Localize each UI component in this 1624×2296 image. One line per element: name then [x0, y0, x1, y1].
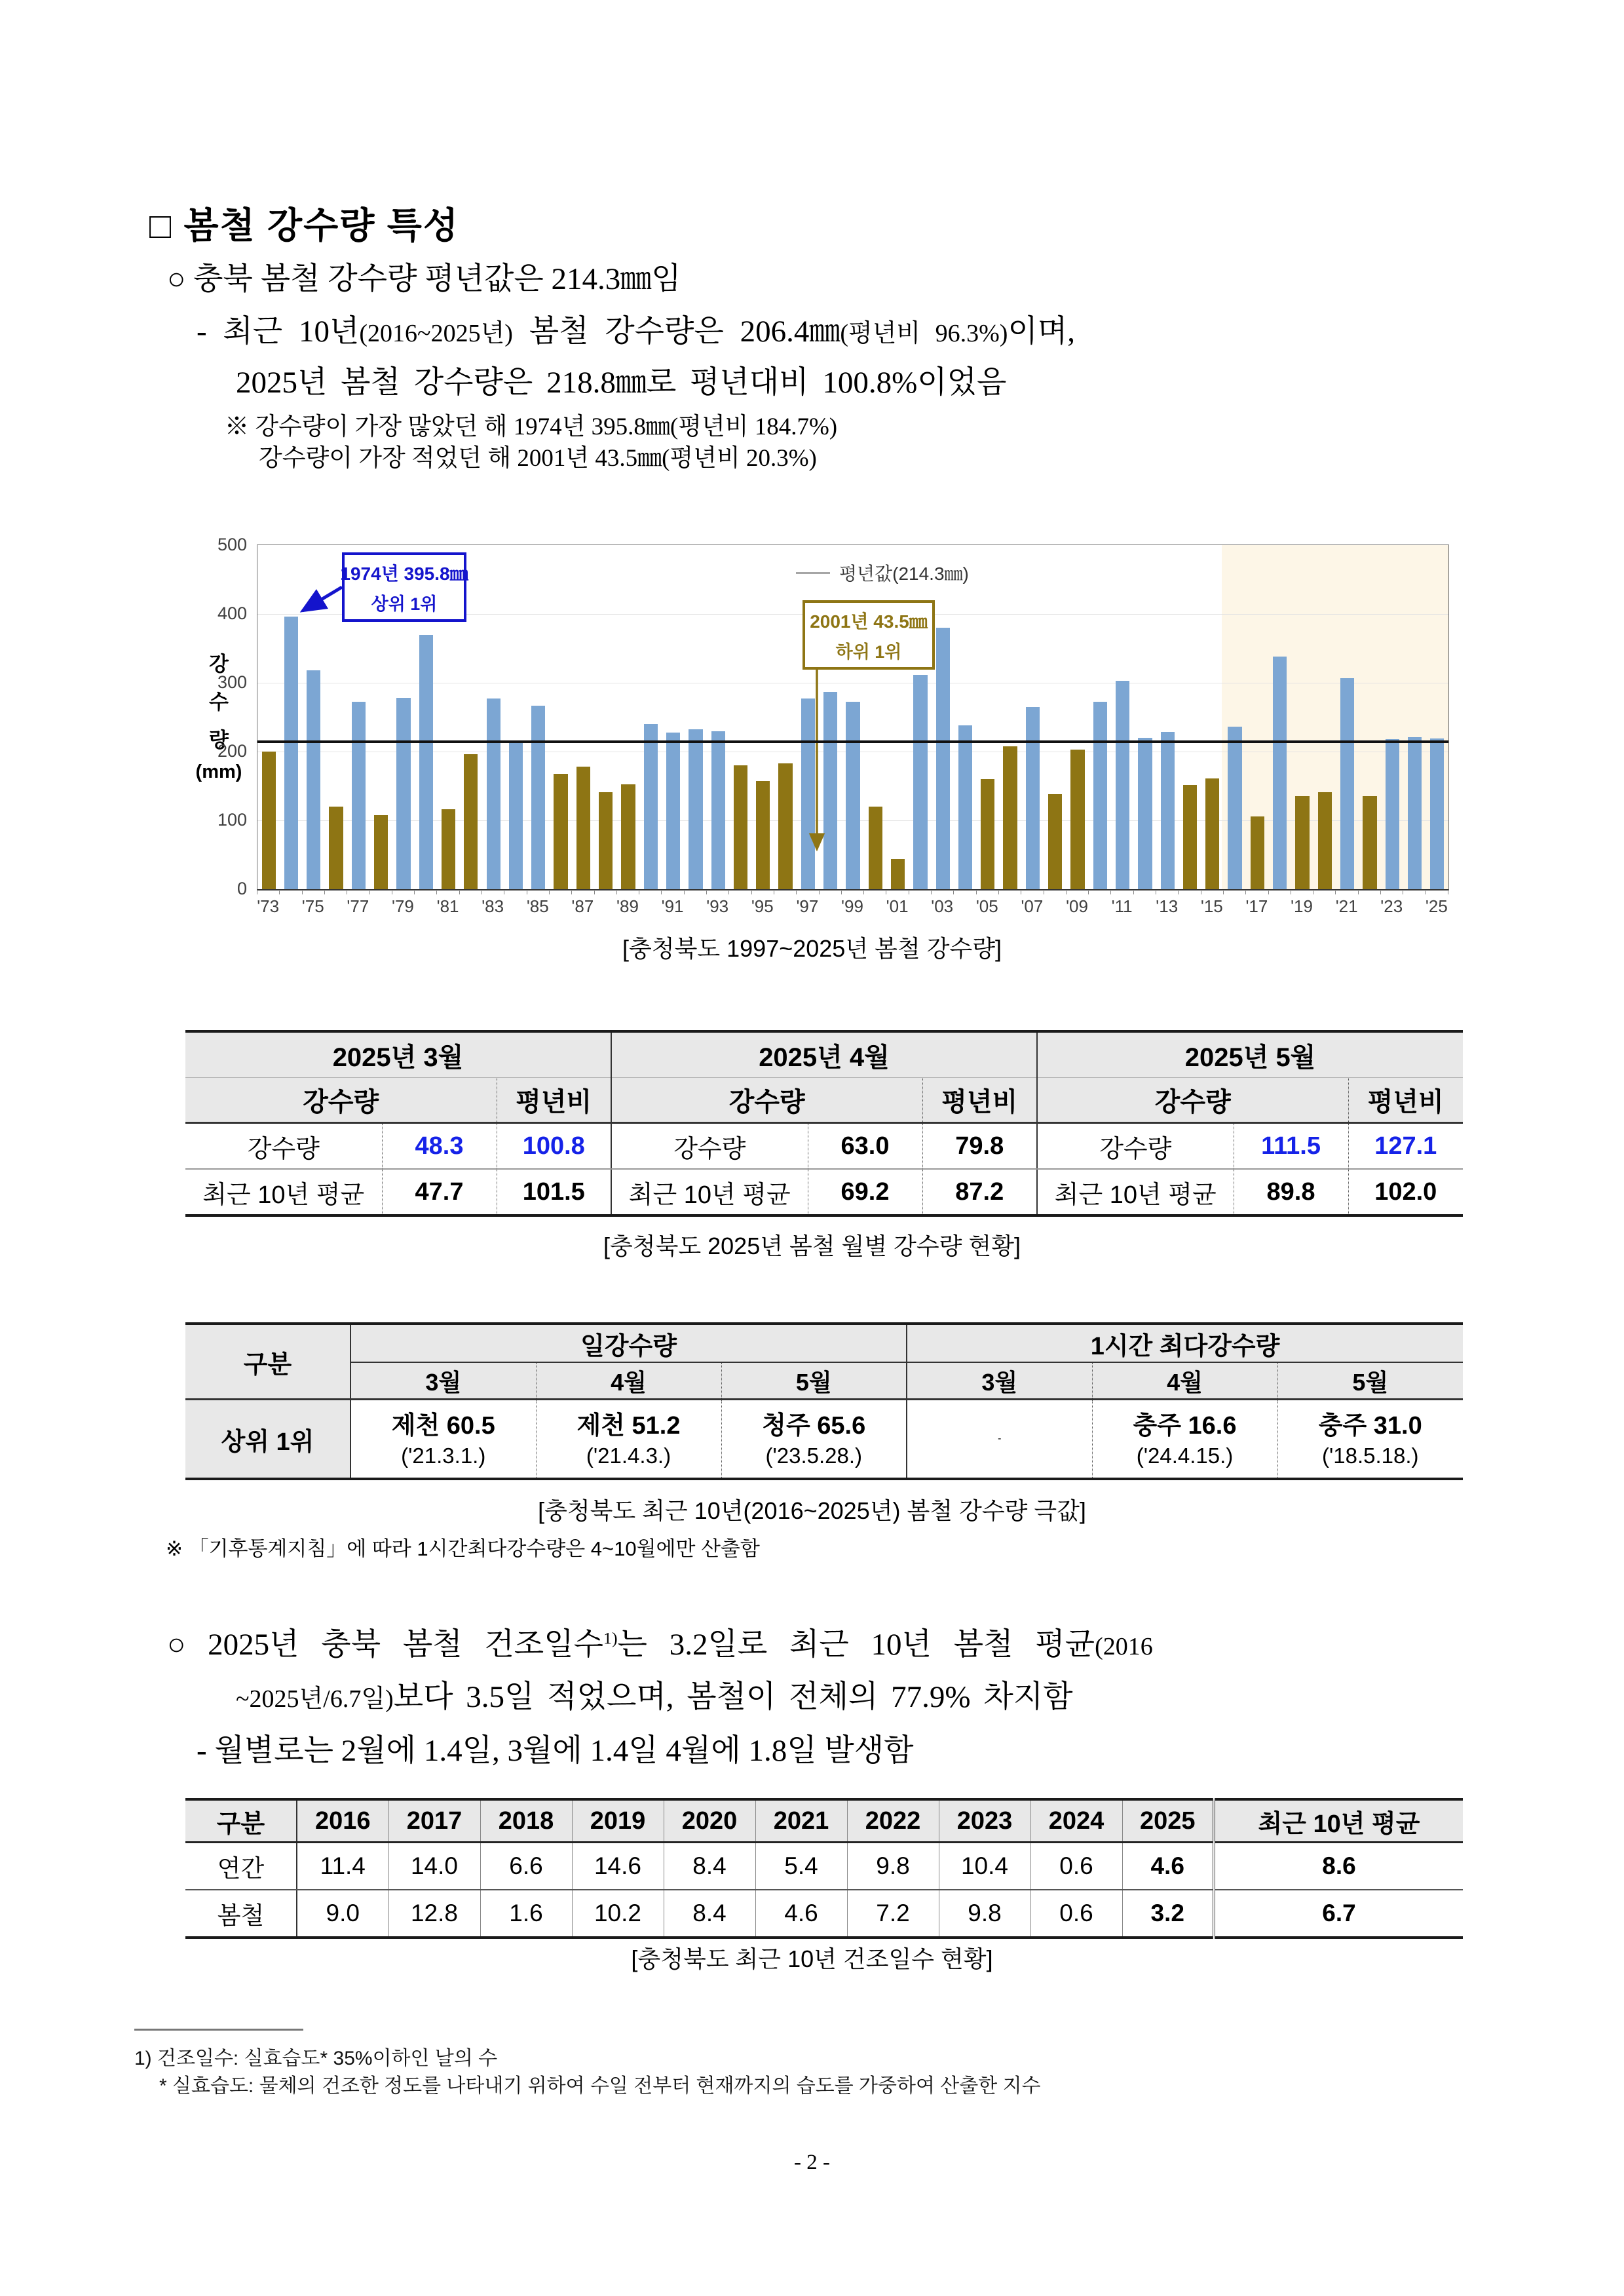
extreme-cell — [1092, 1400, 1277, 1480]
bar-1973 — [262, 752, 276, 889]
bar-2006 — [1003, 746, 1017, 889]
bar-2025 — [1430, 738, 1444, 889]
row-label: 봄철 — [185, 1890, 297, 1938]
value-cell: 10.2 — [572, 1890, 664, 1938]
row-label: 강수량 — [1037, 1123, 1234, 1170]
text-segment-small: ~2025년/6.7일) — [236, 1685, 394, 1713]
x-tickmark — [1380, 890, 1381, 894]
note-min-year: 강수량이 가장 적었던 해 2001년 43.5㎜(평년비 20.3%) — [259, 445, 817, 472]
x-tick-1973: '73 — [257, 896, 280, 916]
x-tick-1987: '87 — [571, 896, 594, 916]
footnote-ref: 1) — [603, 1628, 618, 1648]
x-tickmark — [459, 890, 460, 894]
bar-1976 — [329, 807, 343, 889]
bar-1990 — [644, 724, 658, 889]
bar-2014 — [1183, 785, 1197, 889]
bar-2020 — [1318, 792, 1332, 889]
x-tick-1999: '99 — [841, 896, 863, 916]
bar-1997 — [801, 698, 815, 889]
max-annotation-box — [342, 552, 466, 622]
bullet-recent10-line2: 2025년 봄철 강수량은 218.8㎜로 평년대비 100.8%이었음 — [236, 366, 1007, 400]
extreme-date: ('21.4.3.) — [586, 1443, 671, 1468]
y-tick-400: 400 — [217, 603, 247, 623]
footnote-1: 1) 건조일수: 실효습도* 35%이하인 날의 수 — [134, 2048, 498, 2069]
x-tickmark — [1268, 890, 1269, 894]
bar-2012 — [1138, 738, 1152, 889]
chart-legend — [796, 560, 969, 586]
bar-1983 — [487, 698, 500, 889]
min-annotation-box — [803, 600, 935, 670]
table-row — [185, 1169, 1463, 1215]
table-row — [185, 1031, 1463, 1078]
text-segment: 봄철 강수량은 206.4㎜ — [512, 315, 840, 349]
dry-table-caption: [충청북도 최근 10년 건조일수 현황] — [631, 1945, 993, 1972]
extreme-table-caption: [충청북도 최근 10년(2016~2025년) 봄철 강수량 극값] — [538, 1497, 1086, 1524]
value-cell: 9.8 — [939, 1890, 1030, 1938]
month-header-may: 2025년 5월 — [1037, 1031, 1463, 1078]
x-tickmark — [841, 890, 842, 894]
value-cell: 10.4 — [939, 1843, 1030, 1890]
text-segment: 이며, — [1008, 315, 1076, 349]
bar-2011 — [1116, 681, 1129, 889]
x-tickmark — [998, 890, 999, 894]
text-segment: - 최근 10년 — [197, 315, 360, 349]
group-header-hourly: 1시간 최다강수량 — [907, 1324, 1463, 1362]
bar-1984 — [509, 741, 523, 889]
x-tickmark — [1066, 890, 1067, 894]
bar-2008 — [1048, 794, 1062, 889]
value-cell: 87.2 — [922, 1169, 1037, 1215]
dry-days-table — [185, 1798, 1463, 1939]
text-segment: ○ 2025년 충북 봄철 건조일수 — [167, 1628, 604, 1662]
x-tickmark — [863, 890, 864, 894]
bar-2001 — [891, 859, 905, 889]
value-cell: 8.4 — [664, 1843, 755, 1890]
x-tickmark — [549, 890, 550, 894]
chart-caption: [충청북도 1997~2025년 봄철 강수량] — [622, 935, 1002, 962]
bar-2007 — [1026, 707, 1040, 889]
x-tickmark — [279, 890, 280, 894]
x-tick-1983: '83 — [482, 896, 504, 916]
x-tickmark — [302, 890, 303, 894]
value-cell: 4.6 — [755, 1890, 847, 1938]
bar-2024 — [1408, 737, 1422, 889]
page-number: - 2 - — [794, 2151, 830, 2174]
bar-1998 — [823, 692, 837, 889]
x-tickmark — [684, 890, 685, 894]
row-label: 강수량 — [611, 1123, 808, 1170]
bar-1981 — [442, 809, 455, 889]
x-tickmark — [1358, 890, 1359, 894]
x-tickmark — [616, 890, 617, 894]
note-max-year: ※ 강수량이 가장 많았던 해 1974년 395.8㎜(평년비 184.7%) — [225, 413, 838, 440]
value-cell: 89.8 — [1234, 1169, 1348, 1215]
row-label: 최근 10년 평균 — [628, 1181, 791, 1209]
bar-1975 — [307, 670, 320, 889]
x-tick-1995: '95 — [751, 896, 774, 916]
bar-1986 — [554, 774, 567, 889]
group-header-daily: 일강수량 — [350, 1324, 907, 1362]
value-cell: 48.3 — [382, 1123, 497, 1170]
month-subheader: 3월 — [350, 1362, 536, 1400]
bar-2022 — [1363, 796, 1376, 889]
avg-header: 최근 10년 평균 — [1214, 1799, 1463, 1843]
table-row — [185, 1890, 1463, 1938]
value-cell: 9.0 — [297, 1890, 388, 1938]
value-cell: 0.6 — [1030, 1843, 1122, 1890]
bar-1996 — [778, 763, 792, 889]
value-cell: 111.5 — [1234, 1123, 1348, 1170]
x-tick-2013: '13 — [1156, 896, 1179, 916]
bar-2017 — [1251, 816, 1264, 889]
table-row — [185, 1078, 1463, 1123]
y-axis-title-char: 수 — [209, 691, 229, 714]
bar-2019 — [1295, 796, 1309, 889]
x-tickmark — [414, 890, 415, 894]
row-label: 연간 — [185, 1843, 297, 1890]
col-header-precip: 강수량 — [611, 1078, 922, 1123]
x-tick-2019: '19 — [1291, 896, 1313, 916]
y-tick-200: 200 — [217, 741, 247, 761]
bullet-dry-days-line2 — [236, 1672, 1073, 1716]
y-axis-title-unit: (mm) — [195, 761, 242, 782]
extreme-value: 충주 31.0 — [1318, 1411, 1422, 1440]
bar-1982 — [464, 754, 478, 889]
bar-1989 — [621, 784, 635, 889]
text-segment: 는 3.2일로 최근 10년 봄철 평균 — [617, 1628, 1095, 1662]
col-header-ratio: 평년비 — [1348, 1078, 1463, 1123]
bar-2021 — [1340, 678, 1354, 889]
month-subheader: 5월 — [721, 1362, 907, 1400]
x-tick-1993: '93 — [706, 896, 729, 916]
row-label: 최근 10년 평균 — [1054, 1181, 1217, 1209]
text-segment-small: (2016~2025년) — [359, 320, 513, 347]
x-tickmark — [728, 890, 729, 894]
value-cell: 9.8 — [847, 1843, 939, 1890]
month-header-april: 2025년 4월 — [611, 1031, 1037, 1078]
bar-1987 — [576, 767, 590, 889]
x-tickmark — [1088, 890, 1089, 894]
year-header-2016: 2016 — [297, 1799, 388, 1843]
x-tick-2009: '09 — [1066, 896, 1088, 916]
extreme-table-note: ※ 「기후통계지침」에 따라 1시간최다강수량은 4~10월에만 산출함 — [166, 1537, 760, 1560]
year-header-2020: 2020 — [664, 1799, 755, 1843]
precipitation-bar-chart — [177, 523, 1461, 924]
value-cell: 7.2 — [847, 1890, 939, 1938]
text-segment-small: (평년비 96.3%) — [840, 320, 1008, 347]
bar-2000 — [869, 807, 882, 889]
bullet-normal-value: ○ 충북 봄철 강수량 평년값은 214.3㎜임 — [167, 262, 681, 296]
value-cell: 47.7 — [382, 1169, 497, 1215]
x-tick-1981: '81 — [436, 896, 459, 916]
value-cell: 8.4 — [664, 1890, 755, 1938]
value-cell: 69.2 — [808, 1169, 922, 1215]
extreme-cell — [907, 1400, 1092, 1480]
extreme-value: 청주 65.6 — [762, 1411, 866, 1440]
x-tickmark — [661, 890, 662, 894]
value-cell: 6.6 — [480, 1843, 572, 1890]
bar-2003 — [936, 628, 950, 889]
table-row — [185, 1362, 1463, 1400]
x-tick-2015: '15 — [1200, 896, 1223, 916]
value-cell: 5.4 — [755, 1843, 847, 1890]
legend-label: 평년값(214.3㎜) — [839, 564, 969, 584]
col-header-ratio: 평년비 — [497, 1078, 611, 1123]
avg-cell: 8.6 — [1214, 1843, 1463, 1890]
extreme-precipitation-table — [185, 1322, 1463, 1480]
value-cell: 3.2 — [1122, 1890, 1214, 1938]
year-header-2025: 2025 — [1122, 1799, 1214, 1843]
extreme-value: 충주 16.6 — [1133, 1411, 1237, 1440]
bar-2018 — [1273, 657, 1287, 889]
bar-1991 — [666, 733, 680, 889]
value-cell: 100.8 — [497, 1123, 611, 1170]
bar-1999 — [846, 702, 859, 889]
x-tick-1979: '79 — [392, 896, 414, 916]
value-cell: 14.6 — [572, 1843, 664, 1890]
monthly-table-caption: [충청북도 2025년 봄철 월별 강수량 현황] — [603, 1233, 1021, 1259]
month-subheader: 4월 — [536, 1362, 721, 1400]
y-tick-0: 0 — [236, 879, 247, 898]
year-header-2017: 2017 — [388, 1799, 480, 1843]
x-tickmark — [1110, 890, 1111, 894]
bar-1985 — [531, 706, 545, 889]
bar-1992 — [689, 729, 702, 889]
x-tickmark — [706, 890, 707, 894]
month-subheader: 3월 — [907, 1362, 1092, 1400]
extreme-cell — [536, 1400, 721, 1480]
bar-1979 — [396, 698, 410, 889]
x-tick-2023: '23 — [1380, 896, 1403, 916]
x-tickmark — [796, 890, 797, 894]
value-cell: 14.0 — [388, 1843, 480, 1890]
x-tick-2001: '01 — [886, 896, 909, 916]
table-row — [185, 1843, 1463, 1890]
x-tick-1997: '97 — [796, 896, 819, 916]
y-axis-title-char: 강 — [209, 653, 229, 676]
bar-2023 — [1386, 739, 1399, 889]
bar-2004 — [958, 725, 972, 889]
corner-header: 구분 — [185, 1799, 297, 1843]
value-cell: 63.0 — [808, 1123, 922, 1170]
bar-1995 — [756, 781, 770, 889]
normal-value-line — [257, 740, 1448, 743]
x-tick-2017: '17 — [1245, 896, 1268, 916]
table-row — [185, 1400, 1463, 1480]
max-annotation-rank: 상위 1위 — [371, 594, 438, 614]
row-label-top1: 상위 1위 — [185, 1400, 350, 1480]
year-header-2022: 2022 — [847, 1799, 939, 1843]
avg-cell: 6.7 — [1214, 1890, 1463, 1938]
year-header-2019: 2019 — [572, 1799, 664, 1843]
x-tickmark — [324, 890, 325, 894]
extreme-value: 제천 51.2 — [576, 1411, 681, 1440]
legend-line-swatch — [796, 572, 830, 574]
footnote-divider — [134, 2029, 303, 2031]
bar-2015 — [1205, 778, 1219, 889]
x-tickmark — [1245, 890, 1246, 894]
value-cell: 101.5 — [497, 1169, 611, 1215]
value-cell: 102.0 — [1348, 1169, 1463, 1215]
x-tick-2025: '25 — [1425, 896, 1448, 916]
extreme-cell — [1277, 1400, 1463, 1480]
extreme-date: ('24.4.15.) — [1136, 1443, 1234, 1468]
text-segment-small: (2016 — [1095, 1633, 1153, 1660]
month-subheader: 5월 — [1277, 1362, 1463, 1400]
x-tickmark — [369, 890, 370, 894]
min-annotation-rank: 하위 1위 — [835, 641, 902, 662]
bar-1993 — [711, 731, 725, 890]
x-tickmark — [1335, 890, 1336, 894]
x-tickmark — [436, 890, 437, 894]
x-tick-1991: '91 — [661, 896, 684, 916]
x-tickmark — [976, 890, 977, 894]
year-header-2024: 2024 — [1030, 1799, 1122, 1843]
y-tick-300: 300 — [217, 672, 247, 692]
table-header-row — [185, 1799, 1463, 1843]
x-tickmark — [594, 890, 595, 894]
month-subheader: 4월 — [1092, 1362, 1277, 1400]
corner-header: 구분 — [185, 1324, 350, 1400]
bar-1974 — [284, 617, 298, 889]
year-header-2023: 2023 — [939, 1799, 1030, 1843]
bar-1977 — [352, 702, 366, 889]
bullet-recent10-line1 — [197, 307, 1075, 351]
row-label: 최근 10년 평균 — [202, 1181, 365, 1209]
x-tickmark — [819, 890, 820, 894]
value-cell: 4.6 — [1122, 1843, 1214, 1890]
x-tickmark — [1223, 890, 1224, 894]
value-cell: 127.1 — [1348, 1123, 1463, 1170]
value-cell: 1.6 — [480, 1890, 572, 1938]
extreme-value: - — [998, 1433, 1002, 1444]
x-tick-2021: '21 — [1335, 896, 1358, 916]
x-tick-2005: '05 — [975, 896, 998, 916]
extreme-value: 제천 60.5 — [391, 1411, 495, 1440]
extreme-date: ('18.5.18.) — [1321, 1443, 1419, 1468]
row-label: 강수량 — [185, 1123, 382, 1170]
year-header-2018: 2018 — [480, 1799, 572, 1843]
value-cell: 79.8 — [922, 1123, 1037, 1170]
table-row — [185, 1123, 1463, 1170]
x-tick-2007: '07 — [1021, 896, 1044, 916]
monthly-precipitation-table — [185, 1030, 1463, 1217]
x-tick-2003: '03 — [931, 896, 954, 916]
extreme-date: ('23.5.28.) — [765, 1443, 863, 1468]
bar-2005 — [981, 779, 994, 889]
bullet-dry-days-line1 — [167, 1620, 1153, 1664]
bar-1988 — [599, 792, 613, 889]
bar-2010 — [1093, 702, 1107, 889]
value-cell: 12.8 — [388, 1890, 480, 1938]
bar-1978 — [374, 815, 388, 889]
y-tick-500: 500 — [217, 535, 247, 554]
extreme-date: ('21.3.1.) — [401, 1443, 486, 1468]
x-tickmark — [953, 890, 954, 894]
x-tick-1975: '75 — [301, 896, 324, 916]
x-tickmark — [1133, 890, 1134, 894]
footnote-2: * 실효습도: 물체의 건조한 정도를 나타내기 위하여 수일 전부터 현재까지의 습도를 가중하여 산출한 지수 — [159, 2075, 1041, 2097]
page-title: □ 봄철 강수량 특성 — [149, 205, 459, 246]
extreme-cell — [350, 1400, 536, 1480]
col-header-ratio: 평년비 — [922, 1078, 1037, 1123]
col-header-precip: 강수량 — [185, 1078, 497, 1123]
x-tickmark — [1178, 890, 1179, 894]
value-cell: 11.4 — [297, 1843, 388, 1890]
bar-2016 — [1228, 727, 1241, 889]
text-segment: 보다 3.5일 적었으며, 봄철이 전체의 77.9% 차지함 — [393, 1680, 1073, 1714]
x-tick-1989: '89 — [616, 896, 639, 916]
x-tick-1977: '77 — [347, 896, 369, 916]
bar-1994 — [734, 765, 747, 889]
y-tick-100: 100 — [217, 810, 247, 830]
max-annotation-value: 1974년 395.8㎜ — [340, 563, 468, 584]
x-tickmark — [751, 890, 752, 894]
extreme-cell — [721, 1400, 907, 1480]
y-axis-title-char: 량 — [209, 729, 229, 752]
col-header-precip: 강수량 — [1037, 1078, 1348, 1123]
x-tick-2011: '11 — [1111, 896, 1133, 916]
table-row — [185, 1324, 1463, 1362]
min-annotation-value: 2001년 43.5㎜ — [810, 611, 928, 632]
bullet-dry-days-monthly: - 월별로는 2월에 1.4일, 3월에 1.4일 4월에 1.8일 발생함 — [197, 1734, 914, 1768]
x-tick-1985: '85 — [526, 896, 549, 916]
bar-2013 — [1161, 732, 1175, 889]
bar-2009 — [1070, 750, 1084, 889]
year-header-2021: 2021 — [755, 1799, 847, 1843]
bar-2002 — [913, 675, 927, 889]
x-tickmark — [571, 890, 572, 894]
month-header-march: 2025년 3월 — [185, 1031, 611, 1078]
x-tickmark — [931, 890, 932, 894]
bar-1980 — [419, 635, 433, 890]
value-cell: 0.6 — [1030, 1890, 1122, 1938]
